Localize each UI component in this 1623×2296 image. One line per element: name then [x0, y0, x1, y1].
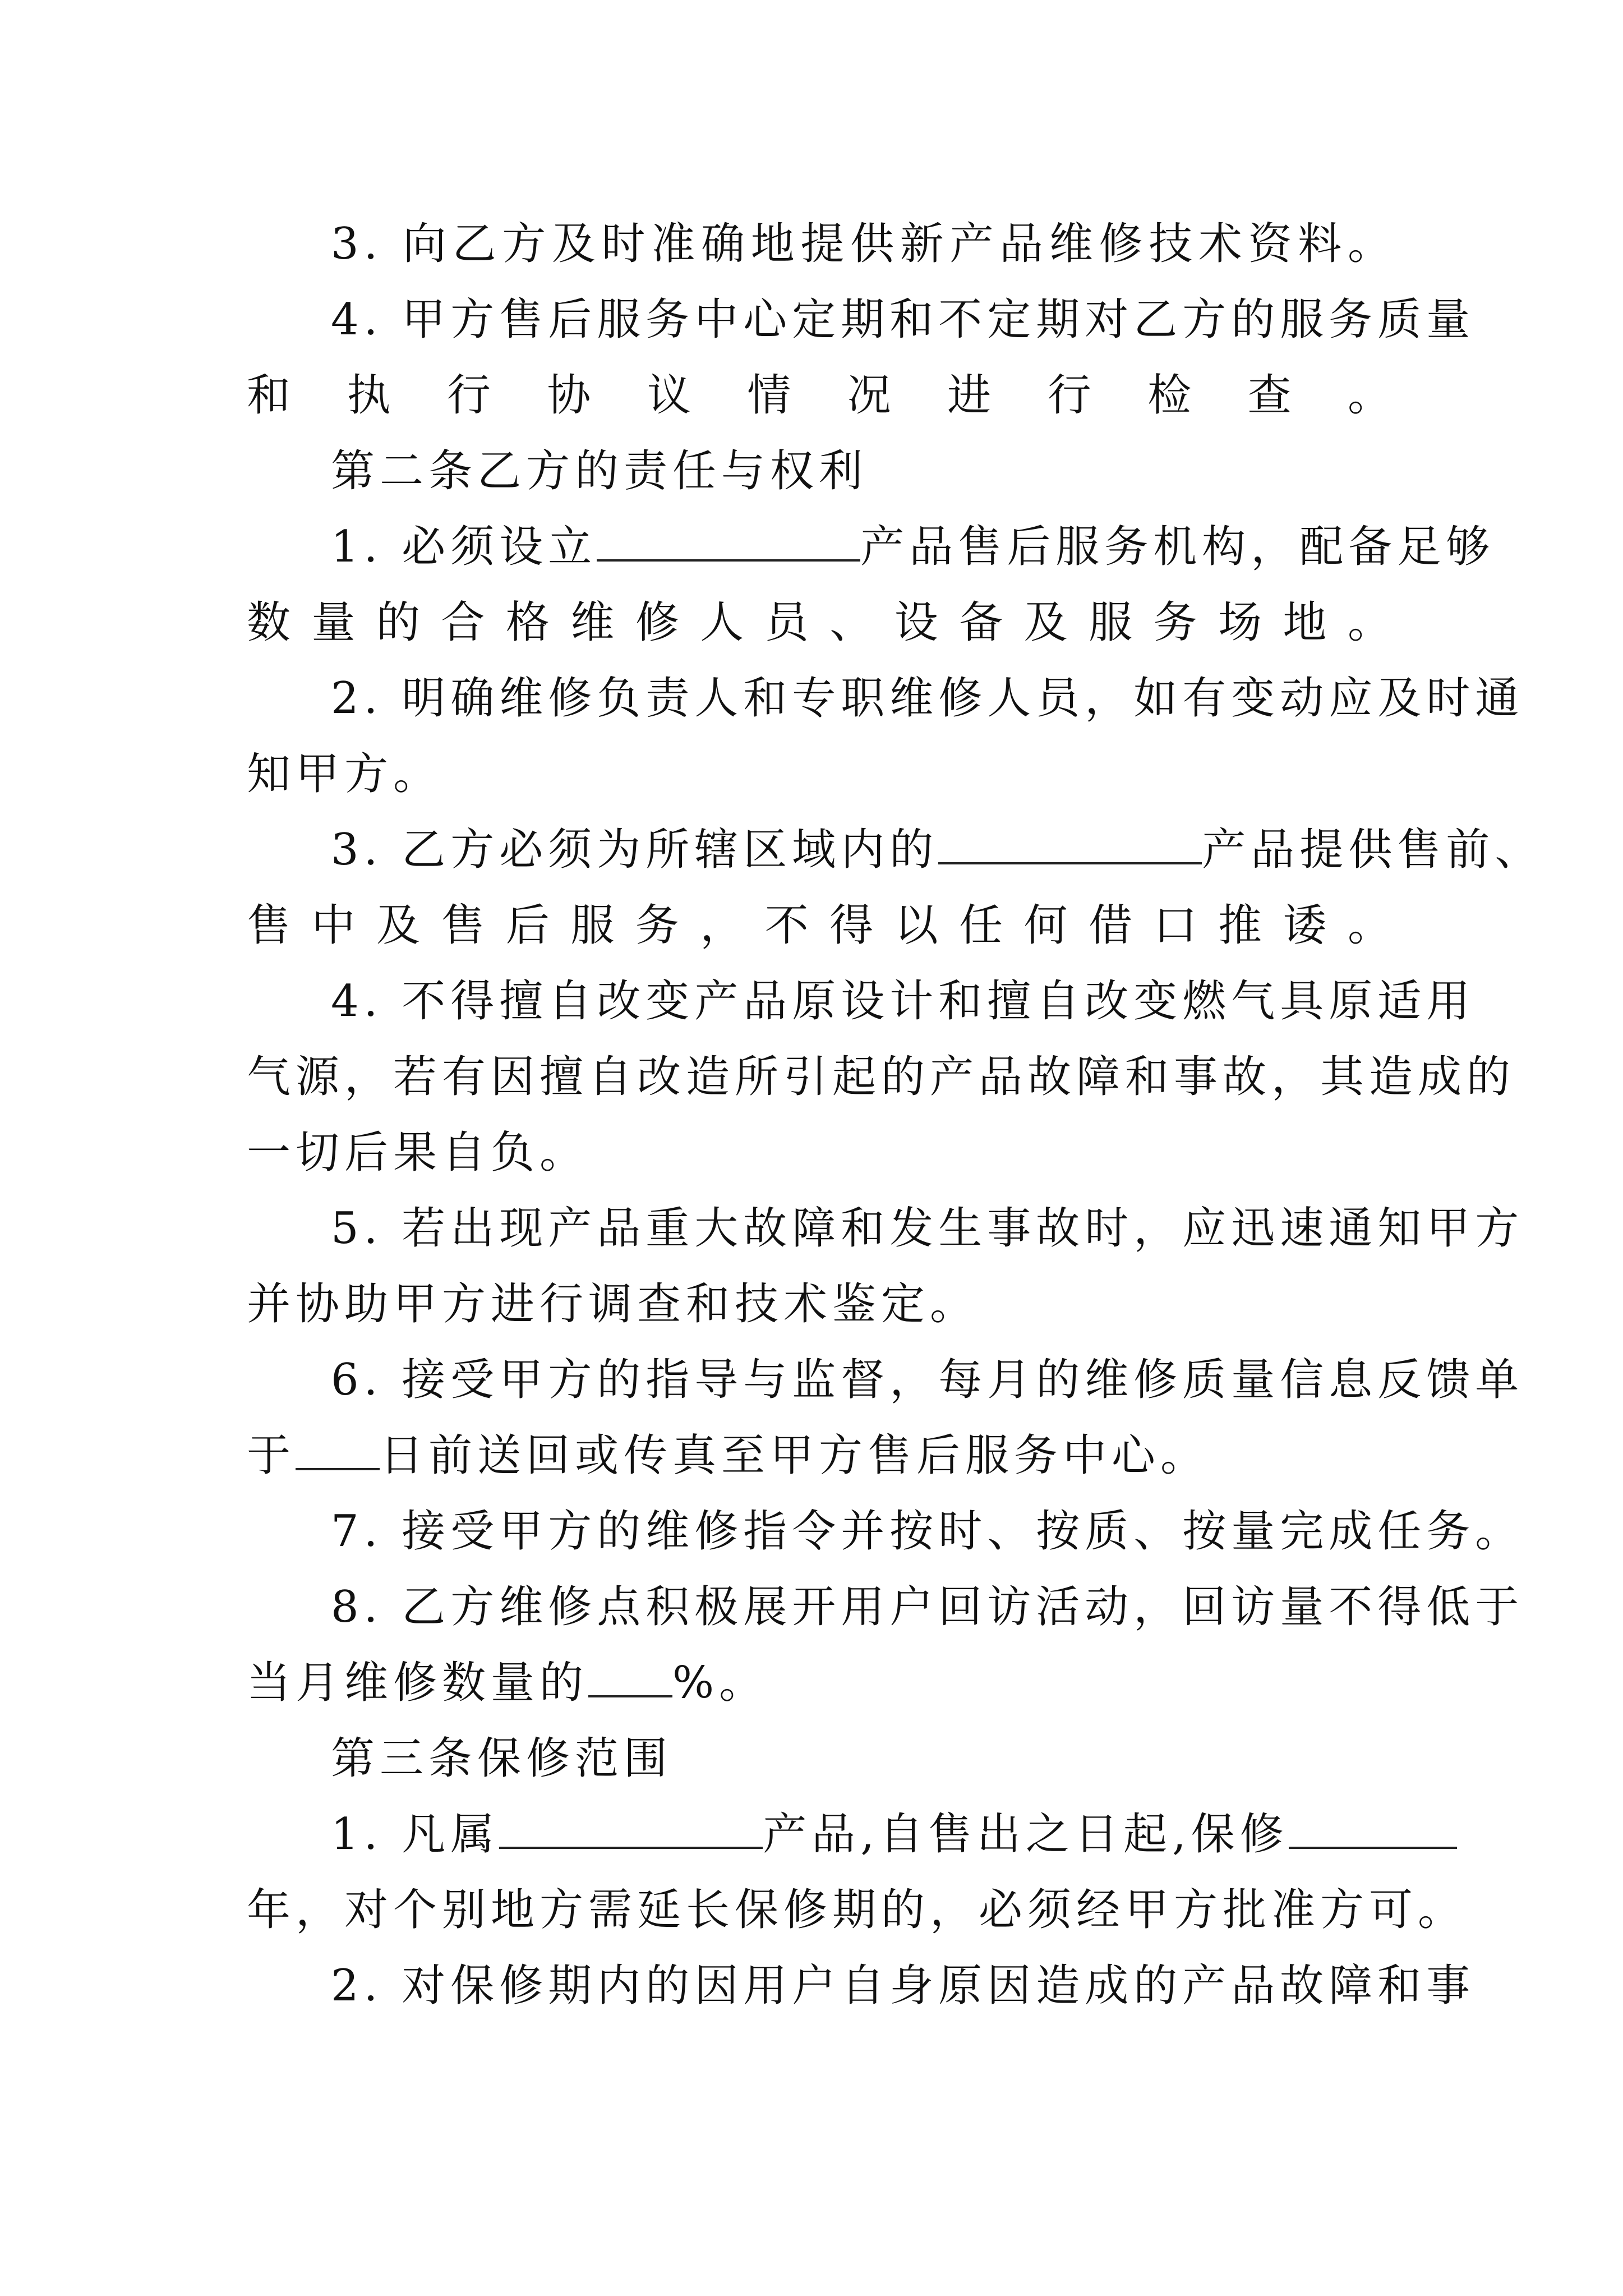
- section-heading: 第三条保修范围: [331, 1733, 673, 1784]
- paragraph-line: [247, 1649, 1396, 1717]
- line-text: 产品提供售前、: [1202, 825, 1544, 875]
- line-text: 于: [247, 1430, 296, 1481]
- paragraph-line: 售中及售后服务，不得以任何借口推诿。: [247, 900, 1396, 951]
- paragraph-line: 6. 接受甲方的指导与监督，每月的维修质量信息反馈单: [331, 1355, 1524, 1405]
- line-text: 3. 乙方必须为所辖区域内的: [331, 825, 939, 875]
- paragraph-line: [247, 1422, 1396, 1489]
- fill-blank: [296, 1433, 380, 1470]
- paragraph-line: 4. 甲方售后服务中心定期和不定期对乙方的服务质量: [331, 295, 1476, 345]
- line-text: 产品,自售出之日起,保修: [763, 1809, 1289, 1860]
- paragraph-line: 一切后果自负。: [247, 1128, 589, 1178]
- line-text: 产品售后服务机构，配备足够: [860, 522, 1495, 572]
- paragraph-line: 数量的合格维修人员、设备及服务场地。: [247, 597, 1396, 648]
- line-text: 1. 必须设立: [331, 522, 597, 572]
- fill-blank: [499, 1812, 763, 1849]
- paragraph-line: 3. 向乙方及时准确地提供新产品维修技术资料。: [331, 219, 1396, 269]
- line-text: 1. 凡属: [331, 1809, 500, 1860]
- fill-blank: [938, 827, 1202, 864]
- paragraph-line: 知甲方。: [247, 749, 442, 799]
- line-text: 日前送回或传真至甲方售后服务中心。: [380, 1430, 1210, 1481]
- paragraph-line: 年，对个别地方需延长保修期的，必须经甲方批准方可。: [247, 1885, 1467, 1935]
- fill-blank: [1289, 1812, 1457, 1849]
- paragraph-line: 2. 明确维修负责人和专职维修人员，如有变动应及时通: [331, 673, 1524, 724]
- line-text: %。: [672, 1658, 768, 1708]
- paragraph-line: 和执行协议情况进行检查。: [247, 370, 1396, 421]
- paragraph-line: [247, 513, 1495, 581]
- section-heading: 第二条乙方的责任与权利: [331, 446, 868, 496]
- paragraph-line: 7. 接受甲方的维修指令并按时、按质、按量完成任务。: [331, 1506, 1524, 1557]
- fill-blank: [597, 524, 860, 562]
- paragraph-line: 8. 乙方维修点积极展开用户回访活动，回访量不得低于: [331, 1582, 1524, 1632]
- fill-blank: [588, 1660, 672, 1697]
- paragraph-line: 2. 对保修期内的因用户自身原因造成的产品故障和事: [331, 1961, 1476, 2011]
- paragraph-line: 气源，若有因擅自改造所引起的产品故障和事故，其造成的: [247, 1052, 1516, 1102]
- paragraph-line: 4. 不得擅自改变产品原设计和擅自改变燃气具原适用: [331, 976, 1476, 1027]
- paragraph-line: 5. 若出现产品重大故障和发生事故时，应迅速通知甲方: [331, 1203, 1524, 1254]
- paragraph-line: [247, 816, 1544, 884]
- paragraph-line: 并协助甲方进行调查和技术鉴定。: [247, 1279, 979, 1329]
- paragraph-line: [247, 1801, 1396, 1868]
- line-text: 当月维修数量的: [247, 1658, 589, 1708]
